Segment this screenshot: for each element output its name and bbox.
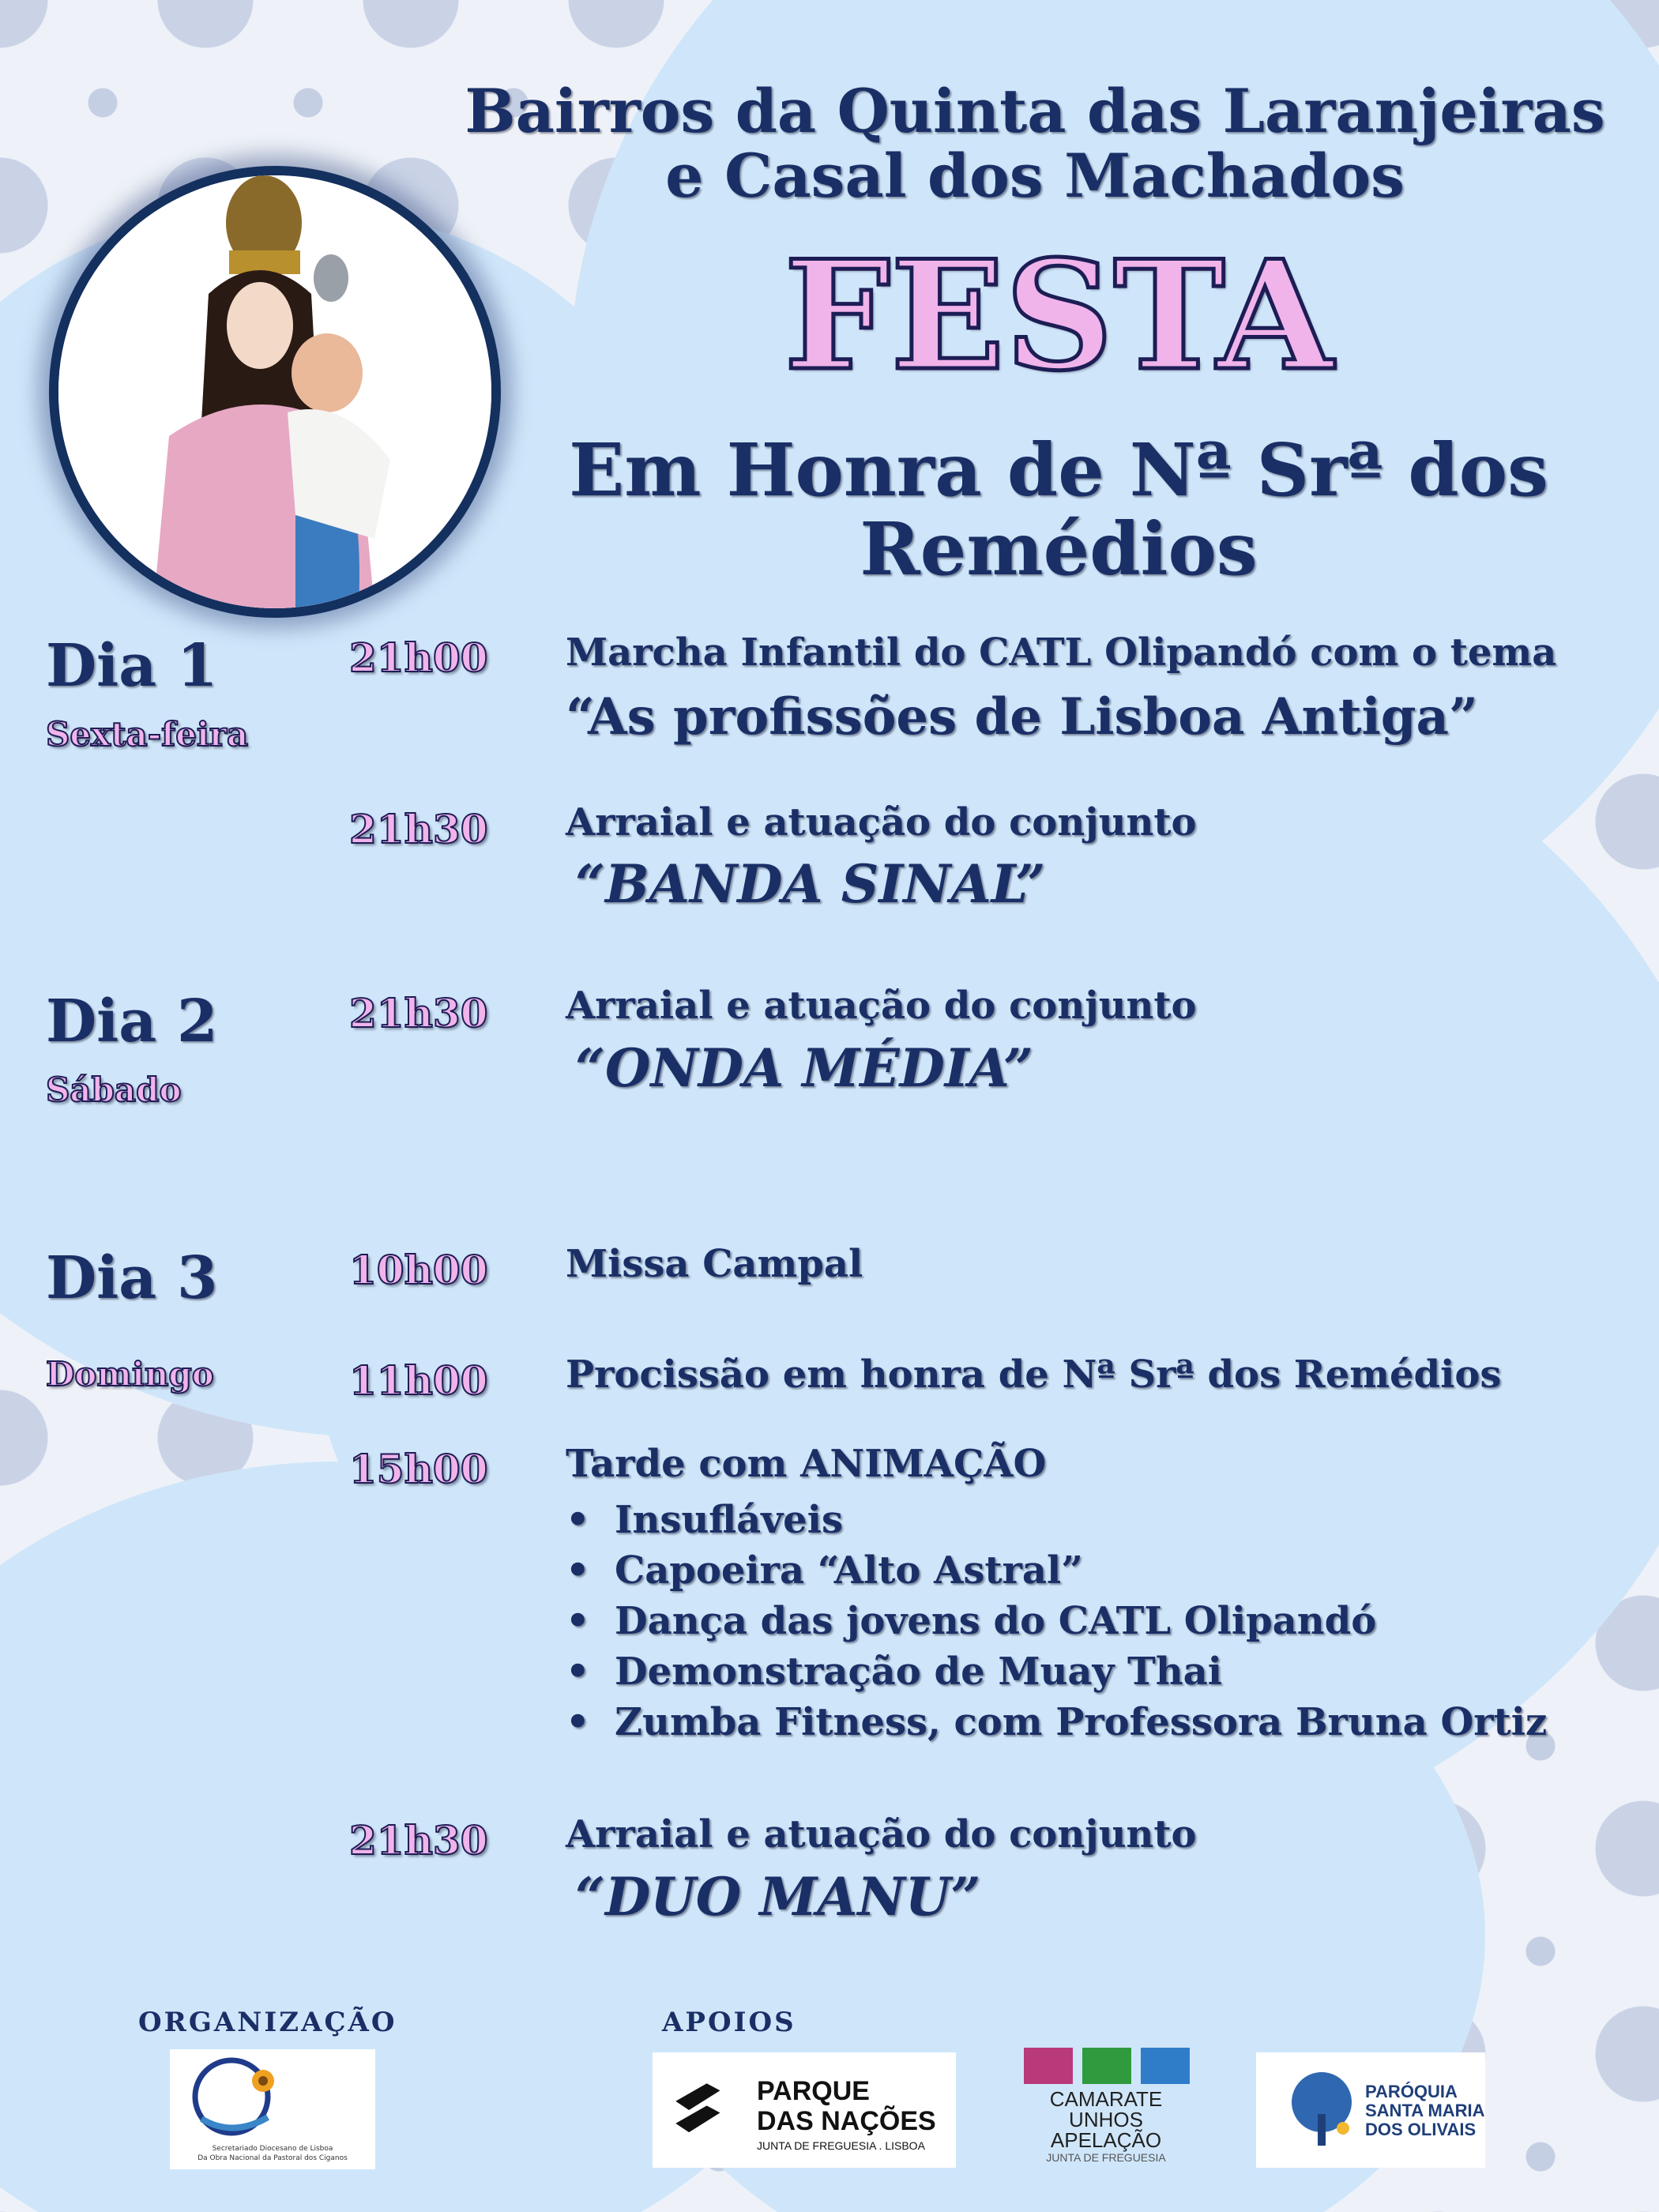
list-item: • Zumba Fitness, com Professora Bruna Ortiz [566, 1700, 1548, 1744]
cua-text-4: JUNTA DE FREGUESIA [1046, 2151, 1166, 2164]
day-3-event-4: Arraial e atuação do conjunto [566, 1812, 1197, 1856]
animation-list [566, 1495, 1547, 1747]
par-text-3: DOS OLIVAIS [1365, 2120, 1477, 2139]
organization-logo [170, 2049, 375, 2169]
festa-heading: FESTA [784, 228, 1334, 404]
title-line-1: Bairros da Quinta das Laranjeiras [465, 76, 1605, 146]
cua-text-3: APELAÇÃO [1050, 2128, 1162, 2152]
title-line-2: e Casal dos Machados [665, 141, 1405, 211]
neighborhood-title [411, 76, 1659, 211]
coat-of-arms-1-icon [1024, 2048, 1073, 2084]
honor-line-1: Em Honra de Nª Srª dos [569, 427, 1548, 513]
day-3-time-2: 11h00 [349, 1357, 488, 1404]
day-3-event-3: Tarde com ANIMAÇÃO [566, 1442, 1047, 1486]
pn-text-3: JUNTA DE FREGUESIA . LISBOA [757, 2139, 925, 2152]
list-item: • Demonstração de Muay Thai [566, 1650, 1223, 1694]
supporters-label: APOIOS [662, 2007, 796, 2038]
day-1-label: Dia 1 [46, 632, 218, 700]
par-text-1: PARÓQUIA [1365, 2082, 1458, 2101]
day-1-event-2: Arraial e atuação do conjunto [566, 800, 1197, 845]
pn-text-1: PARQUE [757, 2076, 870, 2106]
list-item: • Capoeira “Alto Astral” [566, 1548, 1083, 1593]
org-logo-text-1: Secretariado Diocesano de Lisboa [212, 2145, 333, 2153]
honor-subtitle [411, 427, 1659, 592]
cua-text-1: CAMARATE [1049, 2087, 1163, 2111]
camarate-unhos-apelacao-logo [1019, 2048, 1193, 2166]
day-3-time-4: 21h30 [349, 1817, 488, 1864]
day-3-event-1: Missa Campal [566, 1242, 863, 1286]
day-3-label: Dia 3 [46, 1244, 218, 1312]
list-item: • Dança das jovens do CATL Olipandó [566, 1599, 1377, 1643]
paroquia-logo [1256, 2052, 1485, 2168]
parque-das-nacoes-mark-icon [667, 2075, 738, 2146]
day-2-time-1: 21h30 [349, 990, 488, 1036]
list-item: • Insufláveis [566, 1498, 843, 1542]
day-1-band: “BANDA SINAL” [575, 853, 1046, 915]
day-2-weekday: Sábado [46, 1070, 182, 1109]
organization-label: ORGANIZAÇÃO [138, 2007, 397, 2038]
cua-text-2: UNHOS [1069, 2108, 1143, 2131]
parque-das-nacoes-logo [653, 2052, 956, 2168]
day-1-time-1: 21h00 [349, 634, 488, 681]
day-1-time-2: 21h30 [349, 806, 488, 852]
honor-line-2: Remédios [860, 506, 1258, 592]
coat-of-arms-2-icon [1082, 2048, 1131, 2084]
day-1-weekday: Sexta-feira [46, 715, 249, 754]
day-2-band: “ONDA MÉDIA” [575, 1037, 1034, 1099]
org-logo-text-2: Da Obra Nacional da Pastoral dos Ciganos [198, 2154, 348, 2162]
day-3-time-1: 10h00 [349, 1247, 488, 1293]
pn-text-2: DAS NAÇÕES [757, 2106, 936, 2136]
par-text-2: SANTA MARIA [1365, 2101, 1485, 2120]
tree-icon [1278, 2067, 1365, 2154]
day-2-label: Dia 2 [46, 988, 218, 1055]
day-3-band: “DUO MANU” [575, 1866, 981, 1928]
day-2-event-1: Arraial e atuação do conjunto [566, 984, 1197, 1028]
day-3-time-3: 15h00 [349, 1446, 488, 1492]
day-1-event-1: Marcha Infantil do CATL Olipandó com o tema [566, 630, 1557, 675]
day-3-weekday: Domingo [46, 1355, 214, 1394]
day-3-event-2: Procissão em honra de Nª Srª dos Remédios [566, 1352, 1502, 1397]
coat-of-arms-3-icon [1141, 2048, 1190, 2084]
day-1-event-1-theme: “As profissões de Lisboa Antiga” [566, 687, 1478, 747]
